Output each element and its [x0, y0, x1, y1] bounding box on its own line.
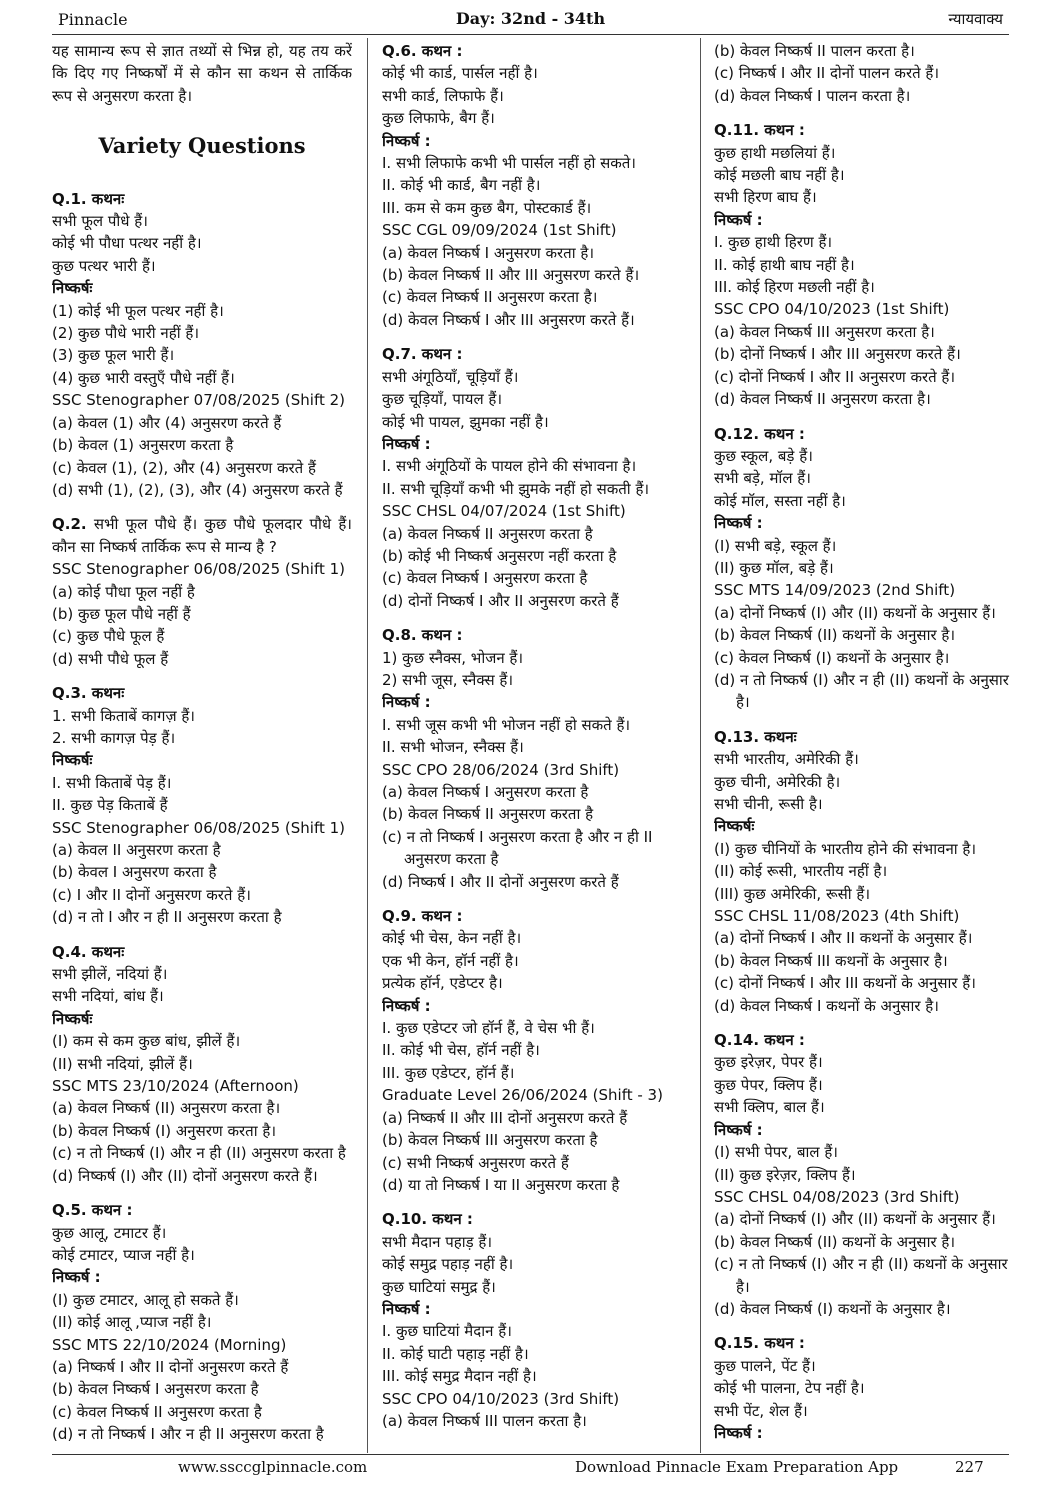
statement-line: सभी क्लिप, बाल हैं।: [714, 1098, 825, 1117]
chapter-title: न्यायवाक्य: [948, 10, 1003, 28]
column-3: [714, 40, 1014, 1450]
answer-option[interactable]: (c) न तो निष्कर्ष (I) और न ही (II) अनुसरण करता है: [52, 1144, 346, 1163]
conclusion-line: (II) कोई रूसी, भारतीय नहीं है।: [714, 862, 888, 881]
answer-option[interactable]: (c) सभी निष्कर्ष अनुसरण करते हैं: [382, 1153, 569, 1172]
conclusion-label: निष्कर्षः: [714, 817, 755, 836]
exam-source: SSC MTS 22/10/2024 (Morning): [52, 1335, 287, 1354]
question-block: [382, 624, 687, 893]
question-block: [382, 1208, 687, 1432]
answer-option[interactable]: (d) न तो निष्कर्ष (I) और न ही (II) कथनों के अनुसार है।: [714, 670, 1009, 712]
question-heading: Q.14. कथन :: [714, 1031, 805, 1050]
questions-list: [382, 40, 687, 1432]
conclusion-label: निष्कर्षः: [52, 751, 93, 770]
question-heading: Q.11. कथन :: [714, 121, 805, 140]
exam-source: SSC CGL 09/09/2024 (1st Shift): [382, 221, 617, 240]
answer-option[interactable]: (d) केवल निष्कर्ष II अनुसरण करता है।: [714, 390, 931, 409]
conclusion-line: I. सभी अंगूठियों के पायल होने की संभावना है।: [382, 457, 637, 476]
answer-option[interactable]: (a) दोनों निष्कर्ष (I) और (II) कथनों के अनुसार हैं।: [714, 1210, 996, 1229]
conclusion-line: (II) सभी नदियां, झीलें हैं।: [52, 1054, 193, 1073]
conclusion-line: I. कुछ हाथी हिरण हैं।: [714, 233, 833, 252]
conclusion-line: I. कुछ घाटियां मैदान हैं।: [382, 1322, 512, 1341]
conclusion-label: निष्कर्ष :: [714, 514, 763, 533]
statement-line: 1. सभी किताबें कागज़ हैं।: [52, 706, 195, 725]
question-block: [714, 423, 1014, 714]
conclusion-label: निष्कर्ष :: [52, 1268, 101, 1287]
question-block: [382, 40, 687, 331]
statement-line: सभी मैदान पहाड़ हैं।: [382, 1232, 493, 1251]
conclusion-line: II. सभी चूड़ियाँ कभी भी झुमके नहीं हो सकती हैं।: [382, 479, 650, 498]
statement-line: सभी पेंट, शेल हैं।: [714, 1401, 808, 1420]
answer-option[interactable]: (c) दोनों निष्कर्ष I और III कथनों के अनुसार हैं।: [714, 974, 976, 993]
question-block: [714, 40, 1014, 107]
answer-option[interactable]: (b) केवल (1) अनुसरण करता है: [52, 436, 234, 455]
column-2: [382, 40, 687, 1450]
answer-option[interactable]: (a) केवल निष्कर्ष (II) अनुसरण करता है।: [52, 1099, 281, 1118]
question-block: [52, 682, 352, 928]
column-divider: [367, 38, 368, 1453]
day-range: Day: 32nd - 34th: [455, 9, 606, 28]
statement-line: सभी नदियां, बांध हैं।: [52, 987, 164, 1006]
answer-option[interactable]: (d) दोनों निष्कर्ष I और II अनुसरण करते हैं: [382, 591, 619, 610]
statement-line: कोई भी पायल, झुमका नहीं है।: [382, 412, 549, 431]
question-block: [382, 343, 687, 612]
conclusion-line: II. कोई घाटी पहाड़ नहीं है।: [382, 1344, 529, 1363]
answer-option[interactable]: (c) केवल निष्कर्ष (I) कथनों के अनुसार है।: [714, 648, 950, 667]
answer-option[interactable]: (d) निष्कर्ष I और II दोनों अनुसरण करते हैं: [382, 872, 619, 891]
website-link[interactable]: www.ssccglpinnacle.com: [178, 1458, 368, 1476]
app-promo: Download Pinnacle Exam Preparation App: [575, 1458, 899, 1476]
conclusion-line: II. कोई भी कार्ड, बैग नहीं है।: [382, 176, 541, 195]
answer-option[interactable]: (c) केवल (1), (2), और (4) अनुसरण करते हैं: [52, 458, 316, 477]
conclusion-line: (I) कम से कम कुछ बांध, झीलें हैं।: [52, 1032, 241, 1051]
exam-source: SSC CHSL 04/08/2023 (3rd Shift): [714, 1187, 960, 1206]
conclusion-label: निष्कर्ष :: [382, 1299, 431, 1318]
question-heading: Q.1. कथनः: [52, 189, 125, 208]
conclusion-line: III. कोई हिरण मछली नहीं है।: [714, 278, 875, 297]
conclusion-line: III. कोई समुद्र मैदान नहीं है।: [382, 1367, 537, 1386]
conclusion-line: I. कुछ एडेप्टर जो हॉर्न हैं, वे चेस भी हैं।: [382, 1019, 595, 1038]
answer-option[interactable]: (d) या तो निष्कर्ष I या II अनुसरण करता है: [382, 1175, 620, 1194]
statement-line: कुछ पालने, पेंट हैं।: [714, 1356, 816, 1375]
exam-source: SSC Stenographer 06/08/2025 (Shift 1): [52, 560, 346, 579]
answer-option[interactable]: (a) केवल निष्कर्ष II अनुसरण करता है: [382, 524, 593, 543]
header-divider: [52, 34, 1009, 35]
question-block: [52, 513, 352, 670]
conclusion-line: (3) कुछ फूल भारी हैं।: [52, 346, 175, 365]
exam-source: SSC Stenographer 07/08/2025 (Shift 2): [52, 391, 346, 410]
answer-option[interactable]: (b) दोनों निष्कर्ष I और III अनुसरण करते हैं।: [714, 345, 961, 364]
answer-option[interactable]: (d) न तो I और न ही II अनुसरण करता है: [52, 908, 282, 927]
conclusion-line: (1) कोई भी फूल पत्थर नहीं है।: [52, 301, 224, 320]
answer-option[interactable]: (b) कुछ फूल पौधे नहीं हैं: [52, 604, 191, 623]
statement-line: एक भी केन, हॉर्न नहीं है।: [382, 951, 519, 970]
exam-source: Graduate Level 26/06/2024 (Shift - 3): [382, 1086, 663, 1105]
question-block: [382, 905, 687, 1196]
exam-source: SSC CHSL 11/08/2023 (4th Shift): [714, 907, 960, 926]
answer-option[interactable]: (a) केवल II अनुसरण करता है: [52, 841, 221, 859]
question-block: [714, 726, 1014, 1017]
conclusion-label: निष्कर्ष :: [382, 996, 431, 1015]
statement-line: कोई भी कार्ड, पार्सल नहीं है।: [382, 64, 538, 83]
statement-line: सभी हिरण बाघ हैं।: [714, 188, 817, 207]
conclusion-label: निष्कर्ष :: [382, 434, 431, 453]
statement-line: सभी कार्ड, लिफाफे हैं।: [382, 86, 504, 105]
intro-paragraph: यह सामान्य रूप से ज्ञात तथ्यों से भिन्न हो, यह तय करें कि दिए गए निष्कर्षों में से कौन सा कथन से तार्किक रूप से अनुसरण करता है।: [52, 42, 352, 105]
answer-option[interactable]: (d) केवल निष्कर्ष I पालन करता है।: [714, 86, 911, 105]
question-block: [714, 1332, 1014, 1444]
answer-option[interactable]: (d) सभी (1), (2), (3), और (4) अनुसरण करते हैं: [52, 480, 343, 499]
answer-option[interactable]: (b) केवल निष्कर्ष (II) कथनों के अनुसार है।: [714, 1232, 956, 1251]
question-heading: Q.10. कथन :: [382, 1210, 473, 1229]
question-heading: Q.3. कथनः: [52, 684, 125, 703]
statement-line: सभी अंगूठियाँ, चूड़ियाँ हैं।: [382, 367, 519, 386]
answer-option[interactable]: (d) न तो निष्कर्ष I और न ही II अनुसरण करता है: [52, 1425, 324, 1444]
question-heading: Q.6. कथन :: [382, 42, 463, 60]
answer-option[interactable]: (a) केवल निष्कर्ष III पालन करता है।: [382, 1411, 587, 1430]
conclusion-line: (II) कोई आलू ,प्याज नहीं है।: [52, 1313, 212, 1332]
answer-option[interactable]: (c) केवल निष्कर्ष I अनुसरण करता है: [382, 569, 588, 588]
page-number: 227: [955, 1458, 984, 1476]
answer-option[interactable]: (c) कुछ पौधे फूल हैं: [52, 627, 165, 646]
question-heading: Q.15. कथन :: [714, 1334, 805, 1353]
conclusion-line: (III) कुछ अमेरिकी, रूसी हैं।: [714, 884, 871, 903]
answer-option[interactable]: (a) केवल (1) और (4) अनुसरण करते हैं: [52, 413, 282, 432]
question-block: [52, 188, 352, 502]
answer-option[interactable]: (a) केवल निष्कर्ष III अनुसरण करता है।: [714, 322, 935, 341]
conclusion-line: (I) सभी बड़े, स्कूल हैं।: [714, 536, 837, 555]
question-text: [52, 513, 352, 558]
conclusion-line: I. सभी लिफाफे कभी भी पार्सल नहीं हो सकते।: [382, 154, 636, 173]
answer-option[interactable]: (a) निष्कर्ष I और II दोनों अनुसरण करते हैं: [52, 1357, 289, 1376]
exam-source: SSC CPO 28/06/2024 (3rd Shift): [382, 760, 620, 779]
column-1: [52, 40, 352, 1450]
answer-option[interactable]: (c) केवल निष्कर्ष II अनुसरण करता है: [52, 1402, 262, 1421]
answer-option[interactable]: (d) केवल निष्कर्ष I और III अनुसरण करते हैं।: [382, 310, 635, 329]
answer-option[interactable]: (c) न तो निष्कर्ष I अनुसरण करता है और न ही II अनुसरण करता है: [382, 827, 653, 869]
questions-list: [52, 188, 352, 1446]
answer-option[interactable]: (b) केवल निष्कर्ष II और III अनुसरण करते हैं।: [382, 266, 640, 285]
conclusion-line: (4) कुछ भारी वस्तुएँ पौधे नहीं हैं।: [52, 368, 235, 387]
answer-option[interactable]: (a) कोई पौधा फूल नहीं है: [52, 582, 195, 601]
question-heading: Q.7. कथन :: [382, 345, 463, 364]
question-number: Q.2.: [52, 515, 87, 534]
statement-line: कुछ चूड़ियाँ, पायल हैं।: [382, 390, 503, 409]
statement-line: सभी बड़े, मॉल हैं।: [714, 469, 811, 488]
conclusion-line: III. कुछ एडेप्टर, हॉर्न हैं।: [382, 1063, 515, 1082]
statement-line: सभी झीलें, नदियां हैं।: [52, 965, 168, 984]
conclusion-line: I. सभी जूस कभी भी भोजन नहीं हो सकते हैं।: [382, 715, 631, 734]
answer-option[interactable]: (d) निष्कर्ष (I) और (II) दोनों अनुसरण करते हैं।: [52, 1166, 318, 1185]
answer-option[interactable]: (d) केवल निष्कर्ष I कथनों के अनुसार है।: [714, 996, 939, 1015]
conclusion-line: (I) सभी पेपर, बाल हैं।: [714, 1143, 838, 1162]
answer-option[interactable]: (d) केवल निष्कर्ष (I) कथनों के अनुसार है।: [714, 1299, 951, 1318]
conclusion-label: निष्कर्ष :: [714, 1120, 763, 1139]
answer-option[interactable]: (a) दोनों निष्कर्ष I और II कथनों के अनुसार हैं।: [714, 929, 973, 948]
statement-line: प्रत्येक हॉर्न, एडेप्टर है।: [382, 974, 503, 993]
statement-line: कुछ इरेज़र, पेपर हैं।: [714, 1053, 823, 1072]
statement-line: सभी फूल पौधे हैं।: [52, 212, 148, 231]
statement-line: सभी भारतीय, अमेरिकी हैं।: [714, 750, 859, 769]
statement-line: कुछ आलू, टमाटर हैं।: [52, 1223, 167, 1242]
statement-line: कुछ स्कूल, बड़े हैं।: [714, 446, 813, 465]
exam-source: SSC CHSL 04/07/2024 (1st Shift): [382, 502, 626, 521]
answer-option[interactable]: (a) केवल निष्कर्ष I अनुसरण करता है: [382, 783, 589, 801]
statement-line: कुछ चीनी, अमेरिकी है।: [714, 772, 841, 791]
conclusion-label: निष्कर्ष :: [382, 131, 431, 150]
column-divider: [700, 38, 701, 1453]
statement-line: 2) सभी जूस, स्नैक्स हैं।: [382, 670, 514, 689]
brand-name: Pinnacle: [58, 10, 128, 29]
exam-source: SSC Stenographer 06/08/2025 (Shift 1): [52, 818, 346, 837]
question-body: सभी फूल पौधे हैं। कुछ पौधे फूलदार पौधे हैं। कौन सा निष्कर्ष तार्किक रूप से मान्य है ?: [52, 515, 352, 556]
answer-option[interactable]: (b) केवल निष्कर्ष I अनुसरण करता है: [52, 1380, 259, 1399]
footer-divider: [52, 1454, 1009, 1455]
page-footer: [0, 1456, 1061, 1486]
statement-line: कोई भी पालना, टेप नहीं है।: [714, 1379, 865, 1398]
statement-line: कुछ लिफाफे, बैग हैं।: [382, 109, 495, 128]
question-heading: Q.4. कथनः: [52, 942, 125, 961]
questions-list: [714, 40, 1014, 1444]
question-block: [714, 1029, 1014, 1320]
conclusion-line: (II) कुछ इरेज़र, क्लिप हैं।: [714, 1165, 856, 1184]
statement-line: कुछ घाटियां समुद्र हैं।: [382, 1277, 496, 1296]
answer-option[interactable]: (a) केवल निष्कर्ष I अनुसरण करता है।: [382, 243, 594, 262]
statement-line: 2. सभी कागज़ पेड़ हैं।: [52, 728, 176, 747]
answer-option[interactable]: (a) दोनों निष्कर्ष (I) और (II) कथनों के अनुसार हैं।: [714, 603, 996, 622]
answer-option[interactable]: (b) केवल निष्कर्ष III कथनों के अनुसार है।: [714, 951, 948, 970]
statement-line: कोई मॉल, सस्ता नहीं है।: [714, 491, 846, 510]
statement-line: सभी चीनी, रूसी है।: [714, 795, 823, 813]
question-heading: Q.8. कथन :: [382, 626, 463, 645]
statement-line: 1) कुछ स्नैक्स, भोजन हैं।: [382, 648, 524, 667]
conclusion-label: निष्कर्ष :: [714, 210, 763, 229]
answer-option[interactable]: (d) सभी पौधे फूल हैं: [52, 649, 169, 668]
conclusion-label: निष्कर्ष :: [382, 693, 431, 712]
answer-option[interactable]: (c) न तो निष्कर्ष (I) और न ही (II) कथनों के अनुसार है।: [714, 1255, 1008, 1296]
conclusion-line: (I) कुछ चीनियों के भारतीय होने की संभावना है।: [714, 839, 977, 858]
statement-line: कोई मछली बाघ नहीं है।: [714, 166, 845, 185]
statement-line: कुछ हाथी मछलियां हैं।: [714, 143, 836, 162]
exam-source: SSC CPO 04/10/2023 (1st Shift): [714, 300, 950, 319]
statement-line: कोई भी पौधा पत्थर नहीं है।: [52, 234, 202, 253]
conclusion-line: (I) कुछ टमाटर, आलू हो सकते हैं।: [52, 1290, 239, 1309]
conclusion-line: II. कोई भी चेस, हॉर्न नहीं है।: [382, 1041, 540, 1060]
answer-option[interactable]: (c) केवल निष्कर्ष II अनुसरण करता है।: [382, 288, 598, 307]
conclusion-line: II. कोई हाथी बाघ नहीं है।: [714, 255, 855, 274]
page-header: [0, 0, 1061, 38]
answer-option[interactable]: (c) निष्कर्ष I और II दोनों पालन करते हैं।: [714, 64, 940, 83]
conclusion-line: (II) कुछ मॉल, बड़े हैं।: [714, 558, 834, 577]
section-title: Variety Questions: [98, 133, 306, 159]
conclusion-line: II. कुछ पेड़ किताबें हैं: [52, 796, 168, 815]
conclusion-label: निष्कर्षः: [52, 1009, 93, 1028]
statement-line: कुछ पेपर, क्लिप हैं।: [714, 1075, 823, 1094]
conclusion-label: निष्कर्षः: [52, 279, 93, 298]
statement-line: कुछ पत्थर भारी हैं।: [52, 256, 156, 275]
conclusion-label: निष्कर्ष :: [714, 1423, 763, 1442]
exam-source: SSC CPO 04/10/2023 (3rd Shift): [382, 1389, 620, 1408]
statement-line: कोई समुद्र पहाड़ नहीं है।: [382, 1255, 514, 1274]
answer-option[interactable]: (c) दोनों निष्कर्ष I और II अनुसरण करते हैं।: [714, 367, 956, 386]
exam-source: SSC MTS 23/10/2024 (Afternoon): [52, 1077, 299, 1096]
answer-option[interactable]: (a) निष्कर्ष II और III दोनों अनुसरण करते हैं: [382, 1108, 628, 1127]
answer-option[interactable]: (c) I और II दोनों अनुसरण करते हैं।: [52, 885, 251, 904]
question-heading: Q.12. कथन :: [714, 424, 805, 443]
conclusion-line: (2) कुछ पौधे भारी नहीं हैं।: [52, 324, 200, 343]
question-heading: Q.13. कथनः: [714, 727, 797, 746]
conclusion-line: I. सभी किताबें पेड़ हैं।: [52, 773, 172, 792]
question-heading: Q.5. कथन :: [52, 1201, 133, 1220]
exam-source: SSC MTS 14/09/2023 (2nd Shift): [714, 581, 956, 600]
answer-option[interactable]: (b) केवल निष्कर्ष (II) कथनों के अनुसार है।: [714, 626, 956, 645]
question-block: [52, 1199, 352, 1445]
answer-option[interactable]: (b) केवल निष्कर्ष (I) अनुसरण करता है।: [52, 1121, 277, 1140]
answer-option[interactable]: (b) केवल I अनुसरण करता है: [52, 863, 217, 882]
statement-line: कोई भी चेस, केन नहीं है।: [382, 929, 522, 948]
statement-line: कोई टमाटर, प्याज नहीं है।: [52, 1245, 195, 1264]
question-block: [52, 941, 352, 1187]
conclusion-line: II. सभी भोजन, स्नैक्स हैं।: [382, 738, 524, 757]
answer-option[interactable]: (b) केवल निष्कर्ष II अनुसरण करता है: [382, 805, 594, 824]
conclusion-line: III. कम से कम कुछ बैग, पोस्टकार्ड हैं।: [382, 198, 592, 217]
question-heading: Q.9. कथन :: [382, 907, 463, 926]
answer-option[interactable]: (b) कोई भी निष्कर्ष अनुसरण नहीं करता है: [382, 546, 617, 565]
answer-option[interactable]: (b) केवल निष्कर्ष II पालन करता है।: [714, 42, 915, 60]
question-block: [714, 119, 1014, 410]
answer-option[interactable]: (b) केवल निष्कर्ष III अनुसरण करता है: [382, 1131, 598, 1150]
